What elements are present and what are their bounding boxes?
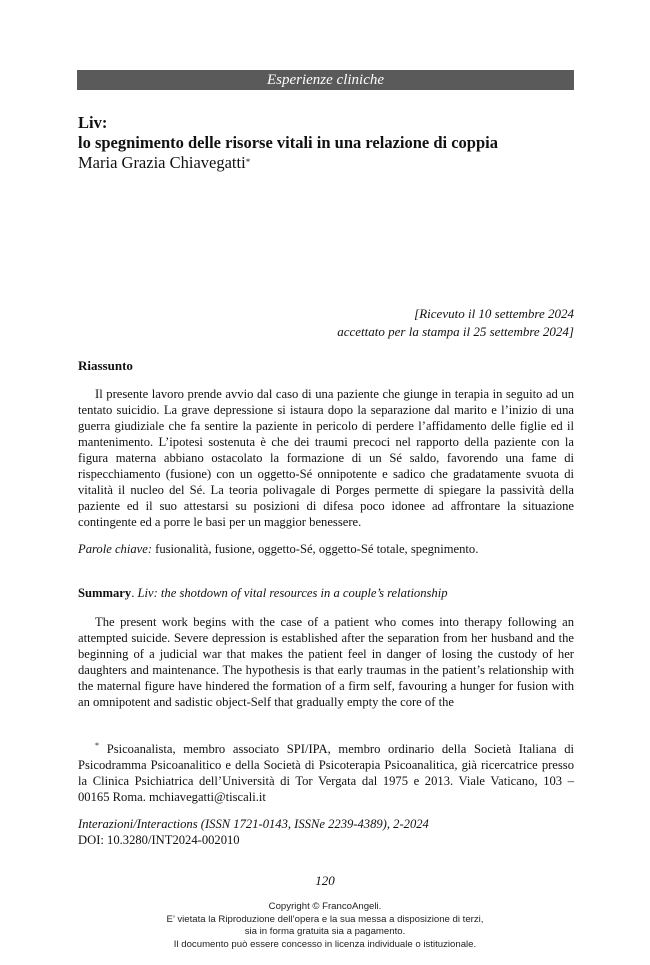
journal-info: [78, 816, 574, 848]
copyright-notice: [0, 901, 650, 951]
received-line: [Ricevuto il 10 settembre 2024: [414, 306, 574, 321]
author-footnote-mark: *: [245, 157, 251, 167]
article-title: [78, 113, 578, 153]
title-line-1: Liv:: [78, 113, 108, 132]
copyright-line: sia in forma gratuita sia a pagamento.: [244, 926, 406, 937]
journal-citation: Interazioni/Interactions (ISSN 1721-0143, ISSNe 2239-4389), 2-2024: [78, 817, 429, 831]
doi: DOI: 10.3280/INT2024-002010: [78, 833, 240, 847]
riassunto-heading: Riassunto: [78, 358, 133, 373]
copyright-line: Il documento può essere concesso in licenza individuale o istituzionale.: [173, 938, 477, 950]
summary-title: Liv: the shotdown of vital resources in a couple’s relationship: [137, 586, 448, 600]
copyright-line: Copyright © FrancoAngeli.: [268, 901, 382, 912]
section-title: Esperienze cliniche: [266, 72, 385, 88]
title-line-2: lo spegnimento delle risorse vitali in una relazione di coppia: [78, 133, 498, 152]
summary-label: Summary: [78, 586, 132, 600]
section-header: [77, 70, 574, 90]
summary-paragraph: The present work begins with the case of a patient who comes into therapy following an attempted suicide. Severe depression is established after the separation from her husband and the beginning of a judicial war that makes the patient feel in danger of losing the custody of her daughters and maintenance. The hypothesis is that early traumas in the patient’s relationship with the maternal figure have hindered the formation of a firm self, favouring a hunger for fusion with an omnipotent and sadistic object-Self that gradually empty the core of the: [78, 615, 574, 709]
keywords-text: fusionalità, fusione, oggetto-Sé, oggetto-Sé totale, spegnimento.: [152, 542, 479, 556]
author-line: [78, 153, 250, 173]
copyright-line: E’ vietata la Riproduzione dell’opera e la sua messa a disposizione di terzi,: [166, 913, 484, 925]
keywords: [78, 541, 574, 557]
accepted-line: accettato per la stampa il 25 settembre 2024]: [337, 324, 574, 339]
author-name: Maria Grazia Chiavegatti: [78, 153, 246, 172]
keywords-label: Parole chiave:: [78, 542, 153, 556]
page-number: 120: [315, 873, 335, 888]
received-dates: [337, 305, 574, 341]
author-footnote: [78, 738, 574, 805]
footnote-mark: *: [95, 741, 99, 750]
riassunto-paragraph: Il presente lavoro prende avvio dal caso di una paziente che giunge in terapia in seguito ad un tentato suicidio. La grave depressione si istaura dopo la separazione dal marito e l’inizio di una guerra giudiziale che fa sentire la paziente in pericolo di perdere l’affidamento delle figlie ed il mantenimento. L’ipotesi sostenuta è che dei traumi precoci nel rapporto della paziente con la figura materna abbiano ostacolato la formazione di un Sé saldo, favorendo una fame di rispecchiamento (fusione) con un oggetto-Sé onnipotente e sadico che gradatamente svuota di vitalità il nucleo del Sé. La teoria polivagale di Porges permette di spiegare la passività della paziente ed il suo attestarsi su posizioni di difesa poco idonee ad affrontare la situazione contingente ed a porre le basi per un maggior benessere.: [78, 387, 574, 529]
footnote-text: Psicoanalista, membro associato SPI/IPA, membro ordinario della Società Italiana di Psicodramma Psicoanalitico e della Società di Psicoterapia Psicoanalitica, già ricercatrice presso la Clinica Psichiatrica dell’Università di Tor Vergata dal 1975 e 2013. Viale Vaticano, 103 – 00165 Roma. mchiavegatti@tiscali.it: [78, 742, 574, 805]
summary-heading: Summary. Liv: the shotdown of vital resources in a couple’s relationship: [78, 586, 448, 600]
